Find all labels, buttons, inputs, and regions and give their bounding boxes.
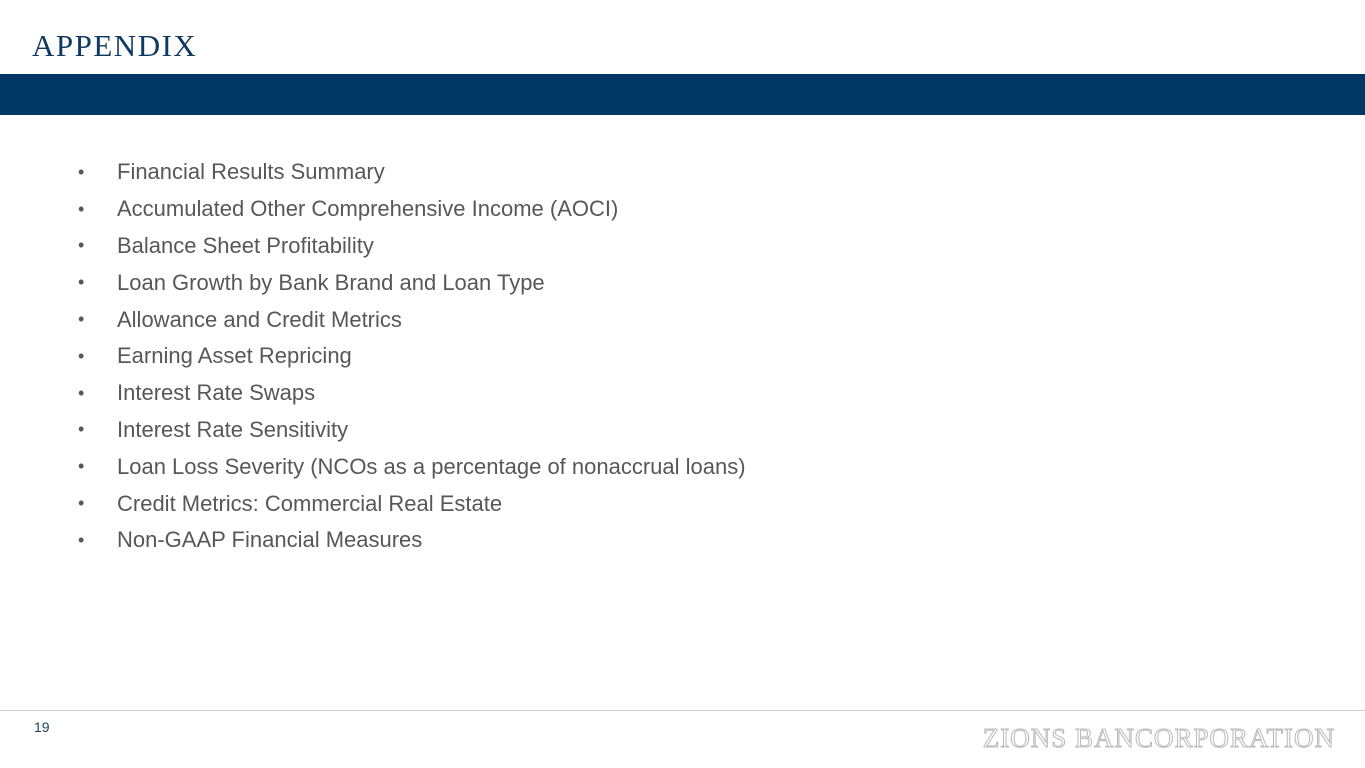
- list-item-label: Interest Rate Swaps: [117, 380, 316, 406]
- list-item: [78, 154, 746, 191]
- slide-title: APPENDIX: [32, 28, 198, 63]
- list-item: [78, 301, 746, 338]
- list-item-label: Interest Rate Sensitivity: [117, 416, 349, 442]
- bullet-icon: •: [78, 529, 85, 550]
- bullet-icon: •: [78, 309, 85, 330]
- list-item-label: Balance Sheet Profitability: [117, 232, 374, 258]
- bullet-icon: •: [78, 456, 85, 477]
- list-item-label: Loan Growth by Bank Brand and Loan Type: [117, 269, 545, 295]
- appendix-list: [78, 154, 746, 559]
- list-item-label: Financial Results Summary: [117, 159, 385, 185]
- bullet-icon: •: [78, 198, 85, 219]
- list-item-label: Accumulated Other Comprehensive Income (AOCI): [117, 196, 619, 222]
- list-item: [78, 522, 746, 559]
- list-item: [78, 375, 746, 412]
- bullet-icon: •: [78, 382, 85, 403]
- list-item: [78, 485, 746, 522]
- list-item: [78, 412, 746, 449]
- bullet-icon: •: [78, 345, 85, 366]
- page-number: 19: [34, 719, 50, 735]
- list-item: [78, 338, 746, 375]
- bullet-icon: •: [78, 419, 85, 440]
- title-band: [0, 74, 1365, 115]
- bullet-icon: •: [78, 161, 85, 182]
- footer-divider: [0, 710, 1365, 711]
- bullet-icon: •: [78, 493, 85, 514]
- list-item: [78, 264, 746, 301]
- bullet-icon: •: [78, 272, 85, 293]
- list-item-label: Non-GAAP Financial Measures: [117, 527, 423, 553]
- list-item-label: Credit Metrics: Commercial Real Estate: [117, 490, 503, 516]
- bullet-icon: •: [78, 235, 85, 256]
- list-item-label: Earning Asset Repricing: [117, 343, 352, 369]
- list-item: [78, 448, 746, 485]
- list-item: [78, 191, 746, 228]
- list-item: [78, 228, 746, 265]
- list-item-label: Loan Loss Severity (NCOs as a percentage of nonaccrual loans): [117, 453, 746, 479]
- list-item-label: Allowance and Credit Metrics: [117, 306, 402, 332]
- brand-logo: ZIONS BANCORPORATION: [982, 723, 1335, 753]
